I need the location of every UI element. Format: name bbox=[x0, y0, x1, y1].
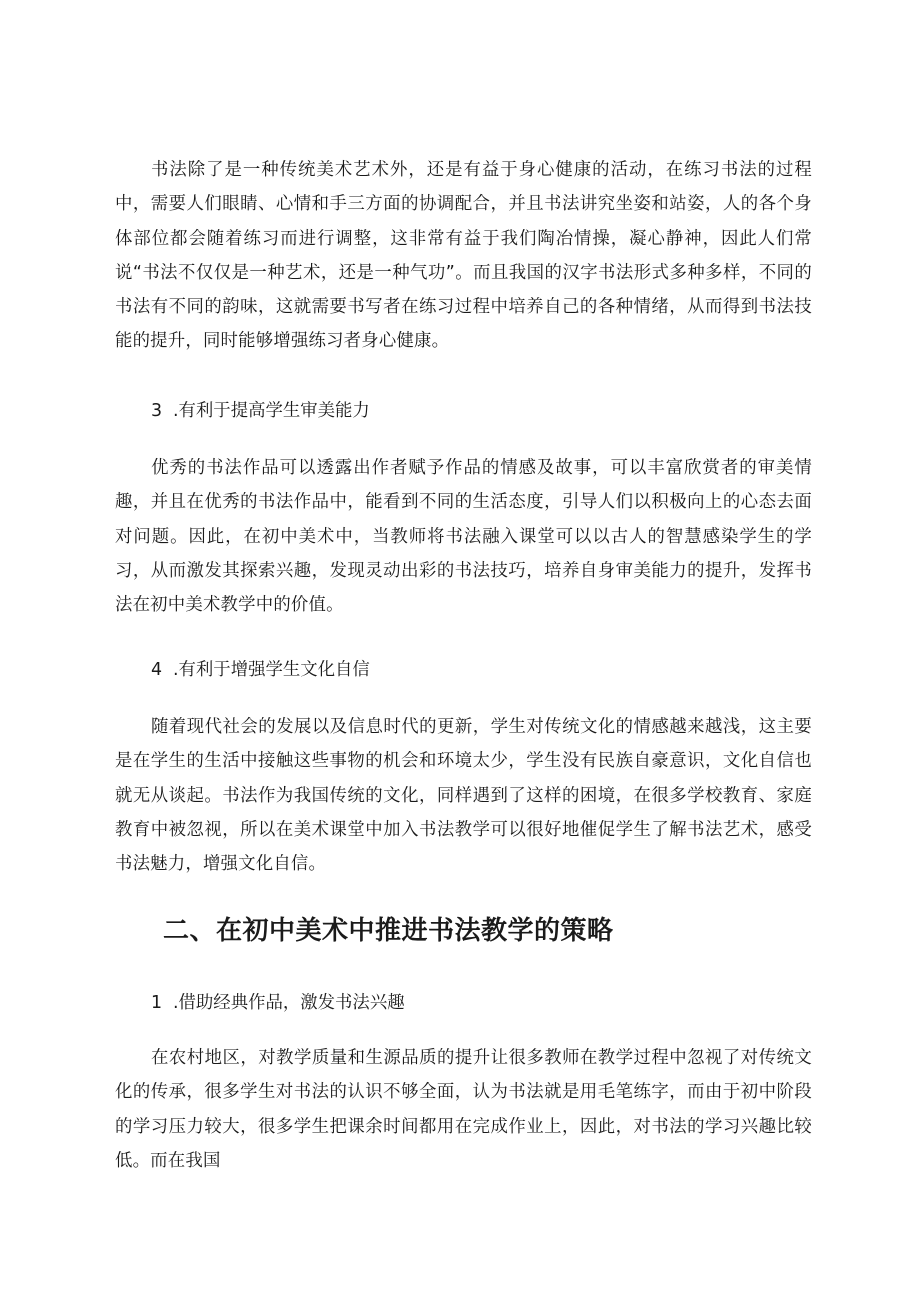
section-heading: 二、在初中美术中推进书法教学的策略 bbox=[163, 916, 614, 946]
subheading-aesthetic-ability bbox=[151, 399, 370, 423]
subheading-classic-works bbox=[151, 991, 405, 1015]
subheading-cultural-confidence bbox=[151, 658, 370, 682]
subheading-number: 3 bbox=[151, 401, 163, 421]
subheading-number: 1 bbox=[151, 993, 163, 1013]
paragraph-aesthetic: 优秀的书法作品可以透露出作者赋予作品的情感及故事，可以丰富欣赏者的审美情趣，并且在优秀的书法作品中，能看到不同的生活态度，引导人们以积极向上的心态去面对问题。因此，在初中美术中，当教师将书法融入课堂可以以古人的智慧感染学生的学习，从而激发其探索兴趣，发现灵动出彩的书法技巧，培养自身审美能力的提升，发挥书法在初中美术教学中的价值。 bbox=[115, 458, 812, 616]
paragraph-cultural: 随着现代社会的发展以及信息时代的更新，学生对传统文化的情感越来越浅，这主要是在学生的生活中接触这些事物的机会和环境太少，学生没有民族自豪意识，文化自信也就无从谈起。书法作为我国传统的文化，同样遇到了这样的困境，在很多学校教育、家庭教育中被忽视，所以在美术课堂中加入书法教学可以很好地催促学生了解书法艺术，感受书法魅力，增强文化自信。 bbox=[115, 717, 812, 875]
paragraph-rural: 在农村地区，对教学质量和生源品质的提升让很多教师在教学过程中忽视了对传统文化的传承，很多学生对书法的认识不够全面，认为书法就是用毛笔练字，而由于初中阶段的学习压力较大，很多学生把课余时间都用在完成作业上，因此，对书法的学习兴趣比较低。而在我国 bbox=[115, 1048, 812, 1171]
subheading-text: .借助经典作品，激发书法兴趣 bbox=[173, 993, 405, 1013]
subheading-text: .有利于增强学生文化自信 bbox=[173, 660, 370, 680]
paragraph-health-benefits: 书法除了是一种传统美术艺术外，还是有益于身心健康的活动，在练习书法的过程中，需要人们眼睛、心情和手三方面的协调配合，并且书法讲究坐姿和站姿，人的各个身体部位都会随着练习而进行调整，这非常有益于我们陶冶情操，凝心静神，因此人们常说“书法不仅仅是一种艺术，还是一种气功”。而且我国的汉字书法形式多种多样，不同的书法有不同的韵味，这就需要书写者在练习过程中培养自己的各种情绪，从而得到书法技能的提升，同时能够增强练习者身心健康。 bbox=[115, 160, 812, 352]
subheading-number: 4 bbox=[151, 660, 163, 680]
subheading-text: .有利于提高学生审美能力 bbox=[173, 401, 370, 421]
